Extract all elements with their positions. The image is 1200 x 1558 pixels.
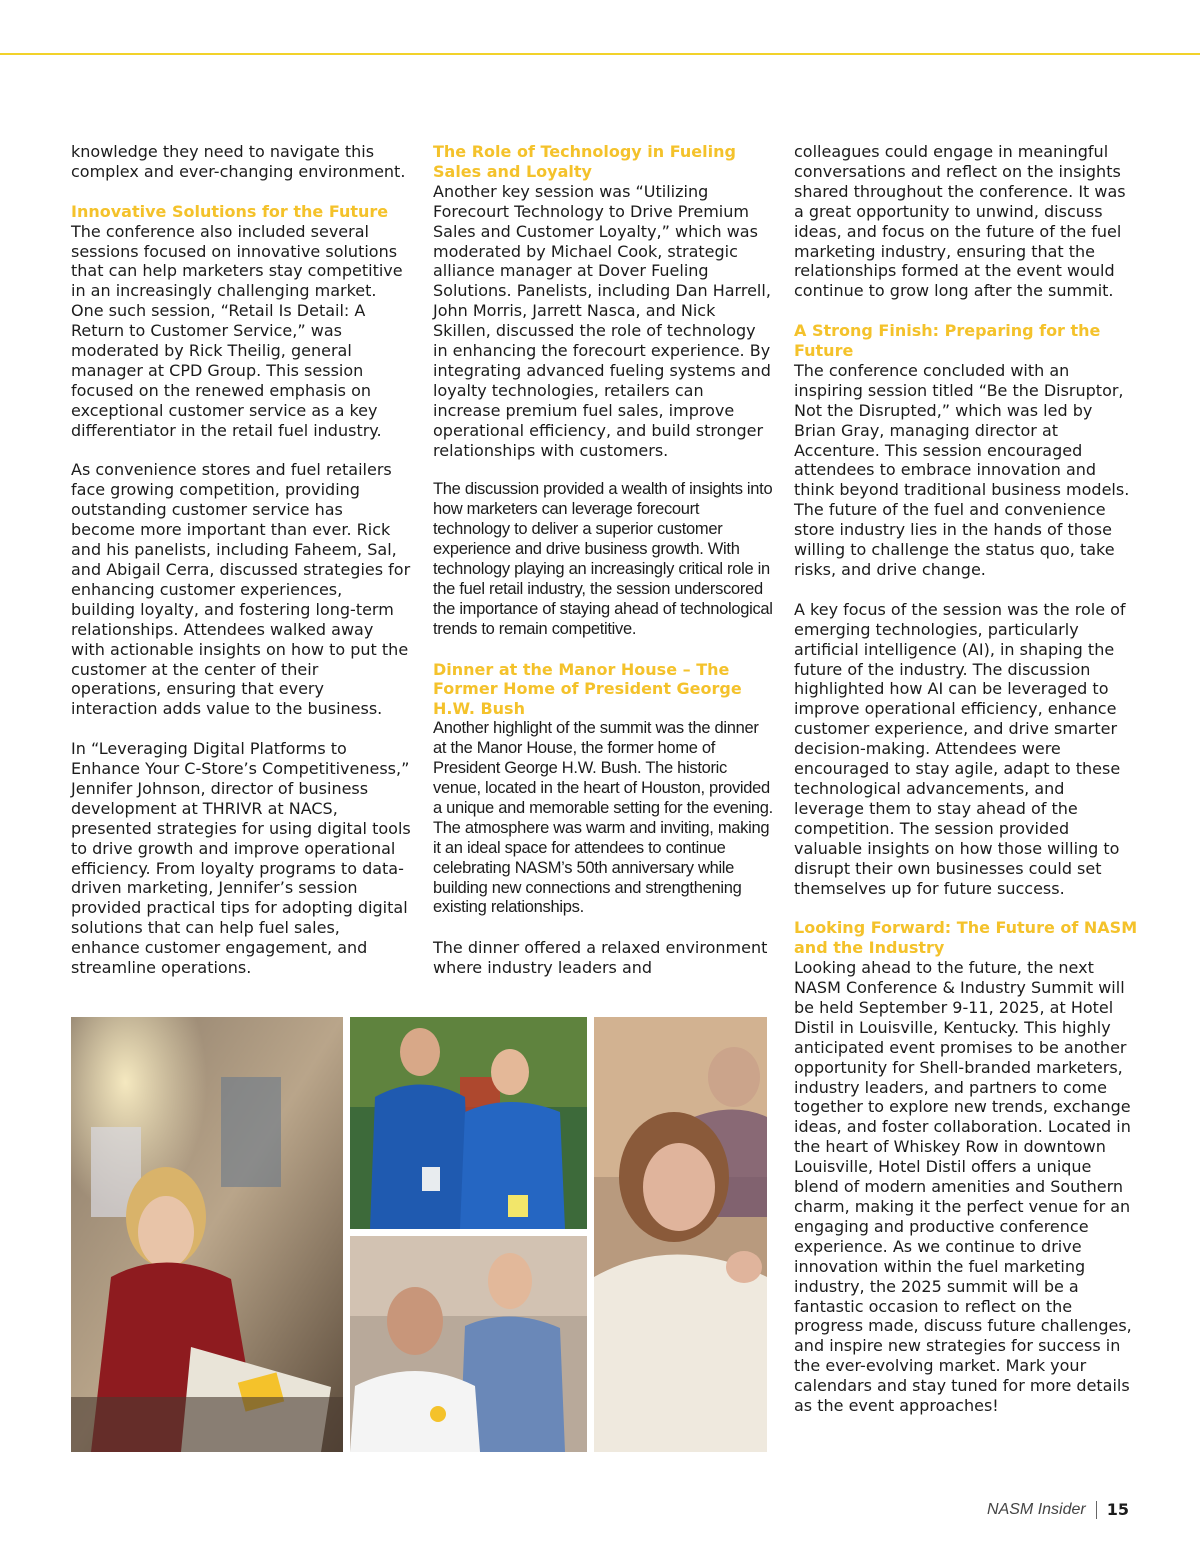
section-heading: The Role of Technology in Fueling Sales and Loyalty bbox=[433, 142, 736, 181]
paragraph: The conference also included several sessions focused on innovative solutions that can help marketers stay competitive in an increasingly challenging market. One such session, “Retail Is Detail: A Return to Customer Service,” was moderated by Rick Theilig, general manager at CPD Group. This session focused on the renewed emphasis on exceptional customer service as a key differentiator in the retail fuel industry. bbox=[71, 221, 403, 440]
photo-two-attendees-posing bbox=[350, 1017, 587, 1229]
photo-seated-attendees bbox=[350, 1236, 587, 1452]
page-number: 15 bbox=[1106, 1500, 1129, 1519]
column-1 bbox=[71, 142, 411, 978]
section-heading: Innovative Solutions for the Future bbox=[71, 201, 389, 221]
paragraph: In “Leveraging Digital Platforms to Enhance Your C-Store’s Competitiveness,” Jennifer Johnson, director of business development at THRIVR at NACS, presented strategies for using digital tools to drive growth and improve operational efficiency. From loyalty programs to data-driven marketing, Jennifer’s session provided practical tips for adopting digital solutions that can help fuel sales, enhance customer engagement, and streamline operations. bbox=[71, 739, 411, 978]
footer-divider bbox=[1096, 1501, 1097, 1519]
column-3 bbox=[794, 142, 1139, 1416]
publication-name: NASM Insider bbox=[987, 1500, 1086, 1518]
paragraph: A key focus of the session was the role of emerging technologies, particularly artificial intelligence (AI), in shaping the future of the industry. The discussion highlighted how AI can be leveraged to improve operational efficiency, enhance customer experience, and drive smarter decision-making. Attendees were encouraged to stay agile, adapt to these technological advancements, and leverage them to stay ahead of the competition. The session provided valuable insights on how those willing to disrupt their own businesses could set themselves up for future success. bbox=[794, 599, 1126, 898]
header-rule bbox=[0, 53, 1200, 55]
paragraph: The discussion provided a wealth of insights into how marketers can leverage forecourt technology to deliver a superior customer experience and drive business growth. With technology playing an increasingly critical role in the fuel retail industry, the session underscored the importance of staying ahead of technological trends to remain competitive. bbox=[433, 480, 773, 638]
column-2 bbox=[433, 142, 773, 978]
page-footer bbox=[987, 1500, 1129, 1519]
paragraph: Another highlight of the summit was the dinner at the Manor House, the former home of President George H.W. Bush. The historic venue, located in the heart of Houston, provided a unique and memorable setting for the evening. The atmosphere was warm and inviting, making it an ideal space for attendees to continue celebrating NASM’s 50th anniversary while building new connections and strengthening existing relationships. bbox=[433, 719, 773, 917]
section-heading: Dinner at the Manor House – The Former Home of President George H.W. Bush bbox=[433, 659, 742, 719]
photo-attendees-listening bbox=[594, 1017, 767, 1452]
paragraph: As convenience stores and fuel retailers face growing competition, providing outstanding customer service has become more important than ever. Rick and his panelists, including Faheem, Sal, and Abigail Cerra, discussed strategies for enhancing customer experiences, building loyalty, and fostering long-term relationships. Attendees walked away with actionable insights on how to put the customer at the center of their operations, ensuring that every interaction adds value to the business. bbox=[71, 460, 411, 719]
paragraph: knowledge they need to navigate this complex and ever-changing environment. bbox=[71, 142, 406, 181]
paragraph: The conference concluded with an inspiring session titled “Be the Disruptor, Not the Disrupted,” which was led by Brian Gray, managing director at Accenture. This session encouraged attendees to embrace innovation and think beyond traditional business models. The future of the fuel and convenience store industry lies in the hands of those willing to challenge the status quo, take risks, and drive change. bbox=[794, 360, 1130, 580]
paragraph: colleagues could engage in meaningful conversations and reflect on the insights shared throughout the conference. It was a great opportunity to unwind, discuss ideas, and focus on the future of the fuel marketing industry, ensuring that the relationships formed at the event would continue to grow long after the summit. bbox=[794, 142, 1126, 301]
section-heading: A Strong Finish: Preparing for the Future bbox=[794, 321, 1101, 361]
paragraph: The dinner offered a relaxed environment where industry leaders and bbox=[433, 938, 768, 978]
section-heading: Looking Forward: The Future of NASM and the Industry bbox=[794, 918, 1138, 958]
paragraph: Looking ahead to the future, the next NASM Conference & Industry Summit will be held September 9-11, 2025, at Hotel Distil in Louisville, Kentucky. This highly anticipated event promises to be another opportunity for Shell-branded marketers, industry leaders, and partners to come together to explore new trends, exchange ideas, and foster collaboration. Located in the heart of Whiskey Row in downtown Louisville, Hotel Distil offers a unique blend of modern amenities and Southern charm, making it the perfect venue for an engaging and productive conference experience. As we continue to drive innovation within the fuel marketing industry, the 2025 summit will be a fantastic occasion to reflect on the progress made, discuss future challenges, and inspire new strategies for success in the ever-evolving market. Mark your calendars and stay tuned for more details as the event approaches! bbox=[794, 958, 1132, 1416]
paragraph: Another key session was “Utilizing Forecourt Technology to Drive Premium Sales and Customer Loyalty,” which was moderated by Michael Cook, strategic alliance manager at Dover Fueling Solutions. Panelists, including Dan Harrell, John Morris, Jarrett Nasca, and Nick Skillen, discussed the role of technology in enhancing the forecourt experience. By integrating advanced fueling systems and loyalty technologies, retailers can increase premium fuel sales, improve operational efficiency, and build stronger relationships with customers. bbox=[433, 181, 771, 460]
photo-attendee-reviewing-documents bbox=[71, 1017, 343, 1452]
